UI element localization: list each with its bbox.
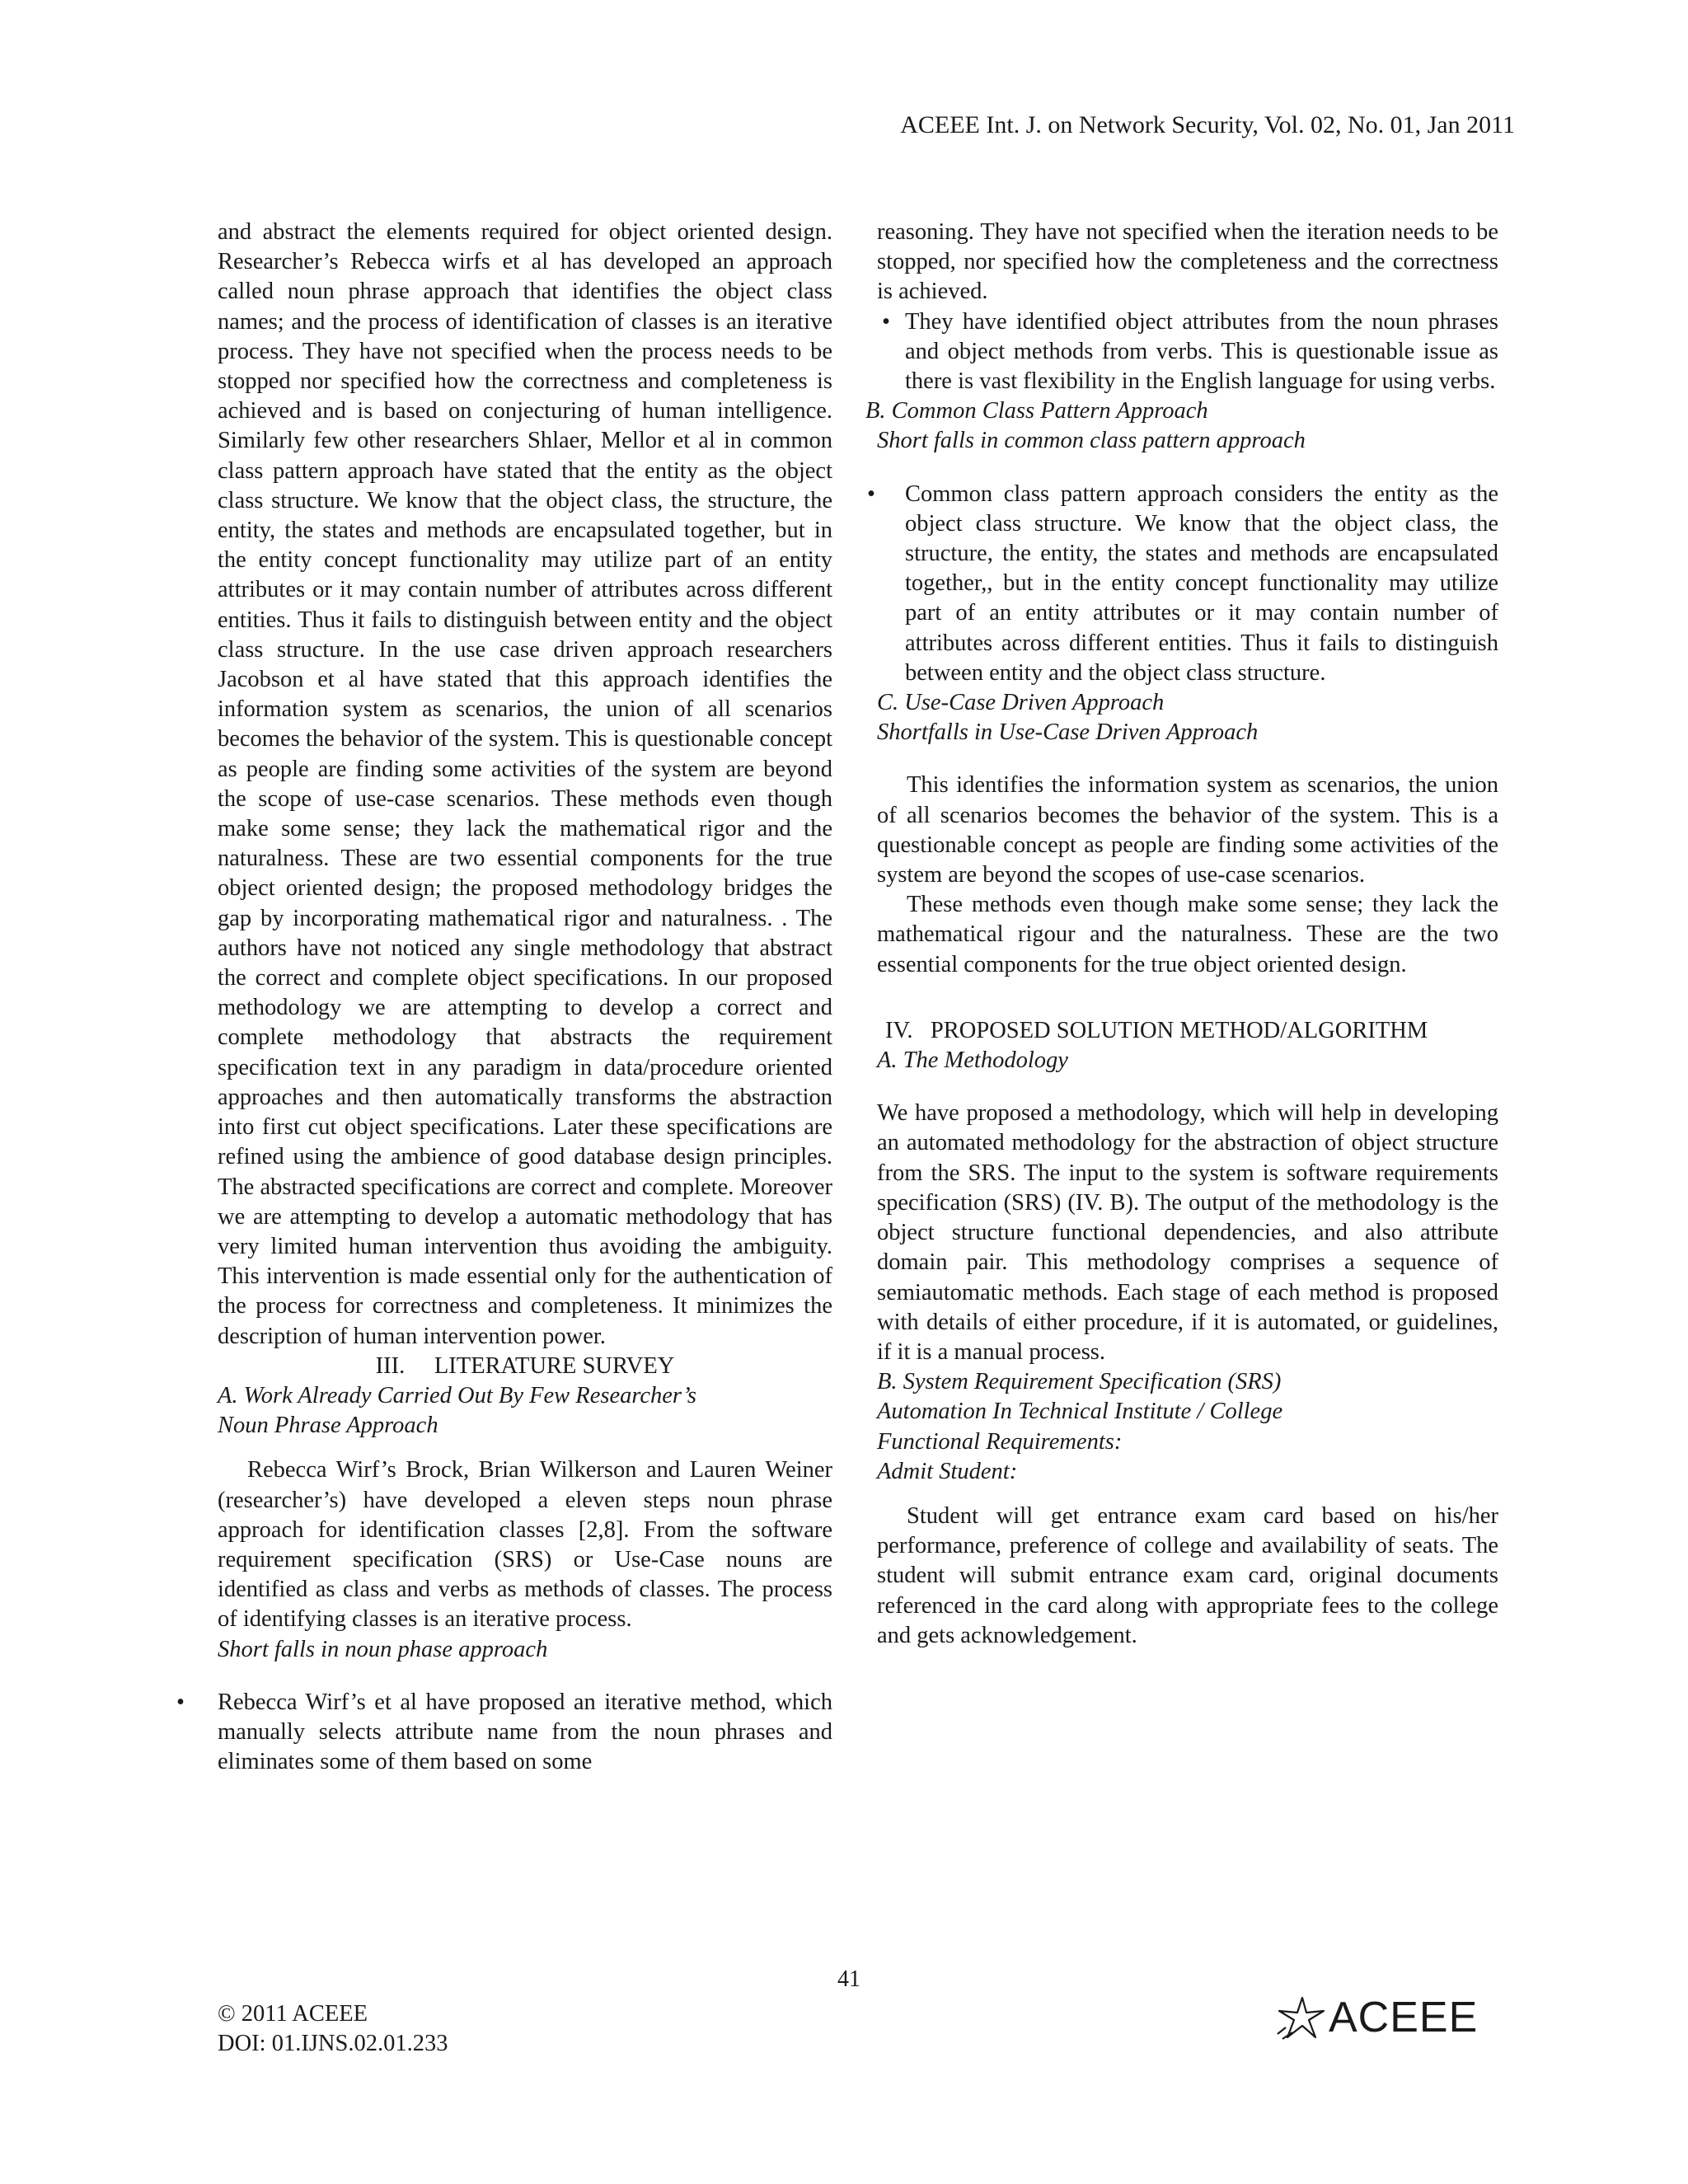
section-heading: IV. PROPOSED SOLUTION METHOD/ALGORITHM — [885, 1017, 1428, 1043]
bullet-list — [176, 1688, 832, 1778]
body-paragraph: and abstract the elements required for object oriented design. Researcher’s Rebecca wirfs et al has developed an approach called noun phrase approach that identifies the object class names; and the process of identification of classes is an iterative process. They have not specified when the process needs to be stopped nor specified how the correctness and completeness is achieved and is based on conjecturing of human intelligence. Similarly few other researchers Shlaer, Mellor et al in common class pattern approach have stated that the entity as the object class structure. We know that the object class, the structure, the entity, the states and methods are encapsulated together, but in the entity concept functionality may utilize part of an entity attributes or it may contain number of attributes across different entities. Thus it fails to distinguish between entity and the object class structure. In the use case driven approach researchers Jacobson et al have stated that this approach identifies the information system as scenarios, the union of all scenarios becomes the behavior of the system. This is questionable concept as people are finding some activities of the system are beyond the scope of use-case scenarios. These methods even though make some sense; they lack the mathematical rigor and the naturalness. These are two essential components for the true object oriented design; the proposed methodology bridges the gap by incorporating mathematical rigor and naturalness. . The authors have not noticed any single methodology that abstract the correct and complete object specifications. In our proposed methodology we are attempting to develop a correct and complete methodology that abstracts the requirement specification text in any paradigm in data/procedure oriented approaches and then automatically transforms the abstraction into first cut object specifications. Later these specifications are refined using the ambience of good database design principles. The abstracted specifications are correct and complete. Moreover we are attempting to develop a automatic methodology that has very limited human intervention thus avoiding the ambiguity. This intervention is made essential only for the authentication of the process for correctness and completeness. It minimizes the description of human intervention power. — [218, 219, 832, 1349]
body-paragraph: This identifies the information system as scenarios, the union of all scenarios becomes the behavior of the system. This is a questionable concept as people are finding some activities of the system are beyond the scopes of use-case scenarios. — [877, 772, 1498, 888]
bullet-icon: • — [867, 480, 875, 507]
list-item — [168, 1688, 832, 1778]
functional-requirements-heading: Functional Requirements: — [877, 1428, 1123, 1455]
publisher-logo — [1276, 1993, 1478, 2042]
doi: DOI: 01.IJNS.02.01.233 — [218, 2031, 448, 2056]
body-paragraph: We have proposed a methodology, which will help in developing an automated methodology for the abstraction of object structure from the SRS. The input to the system is software requirements specification (SRS) (IV. B). The output of the methodology is the object structure functional dependencies, and also attribute domain pair. This methodology comprises a sequence of semiautomatic methods. Each stage of each method is proposed with details of either procedure, if it is automated, or guidelines, if it is a manual process. — [877, 1100, 1498, 1365]
page-number: 41 — [837, 1966, 860, 1992]
copyright: © 2011 ACEEE — [218, 2001, 368, 2027]
left-column — [176, 218, 832, 1777]
body-paragraph: Rebecca Wirf’s Brock, Brian Wilkerson and Lauren Weiner (researcher’s) have developed a eleven steps noun phrase approach for identification classes [2,8]. From the software requirement specification (SRS) or Use-Case nouns are identified as class and verbs as methods of classes. The process of identifying classes is an iterative process. — [218, 1457, 832, 1633]
list-item — [865, 480, 1498, 688]
body-paragraph: These methods even though make some sense; they lack the mathematical rigour and the naturalness. These are the two essential components for the true object oriented design. — [877, 892, 1498, 977]
body-paragraph: reasoning. They have not specified when the iteration needs to be stopped, nor specified how the completeness and the correctness is achieved. — [877, 219, 1498, 305]
shortfalls-heading: Short falls in common class pattern approach — [877, 428, 1306, 454]
list-item-text: Common class pattern approach considers the entity as the object class structure. We know that the object class, the structure, the entity, the states and methods are encapsulated together,, but in the entity concept functionality may utilize part of an entity attributes or it may contain number of attributes across different entities. Thus it fails to distinguish between entity and the object class structure. — [905, 480, 1498, 686]
body-paragraph: Student will get entrance exam card based on his/her performance, preference of college and availability of seats. The student will submit entrance exam card, original documents referenced in the card along with appropriate fees to the college and gets acknowledgement. — [877, 1502, 1498, 1648]
footer-info — [218, 1999, 448, 2059]
section-heading: III. LITERATURE SURVEY — [375, 1352, 675, 1379]
list-item-text: They have identified object attributes from the noun phrases and object methods from verbs. This is questionable issue as there is vast flexibility in the English language for using verbs. — [905, 308, 1498, 395]
logo-text: ACEEE — [1329, 1994, 1479, 2041]
admit-student-heading: Admit Student: — [877, 1458, 1018, 1484]
bullet-icon: • — [882, 308, 890, 335]
list-item — [877, 307, 1498, 397]
subsection-heading: A. Work Already Carried Out By Few Researcher’s — [218, 1382, 696, 1408]
subsection-heading: B. System Requirement Specification (SRS) — [877, 1369, 1282, 1395]
bullet-list — [867, 480, 1498, 688]
shortfalls-heading: Short falls in noun phase approach — [218, 1636, 548, 1662]
running-head: ACEEE Int. J. on Network Security, Vol. 02, No. 01, Jan 2011 — [900, 111, 1515, 138]
subsection-note: Automation In Technical Institute / College — [877, 1399, 1283, 1425]
subsection-note: Noun Phrase Approach — [218, 1413, 438, 1439]
bullet-icon: • — [176, 1689, 185, 1715]
right-column — [865, 218, 1498, 1651]
bullet-list — [877, 307, 1498, 397]
subsection-heading: C. Use-Case Driven Approach — [877, 690, 1165, 716]
shortfalls-heading: Shortfalls in Use-Case Driven Approach — [877, 719, 1259, 746]
subsection-heading: B. Common Class Pattern Approach — [865, 398, 1208, 424]
star-burst-icon — [1276, 1994, 1329, 2041]
list-item-text: Rebecca Wirf’s et al have proposed an iterative method, which manually selects attribute name from the noun phrases and eliminates some of them based on some — [218, 1689, 832, 1775]
subsection-heading: A. The Methodology — [877, 1047, 1068, 1074]
